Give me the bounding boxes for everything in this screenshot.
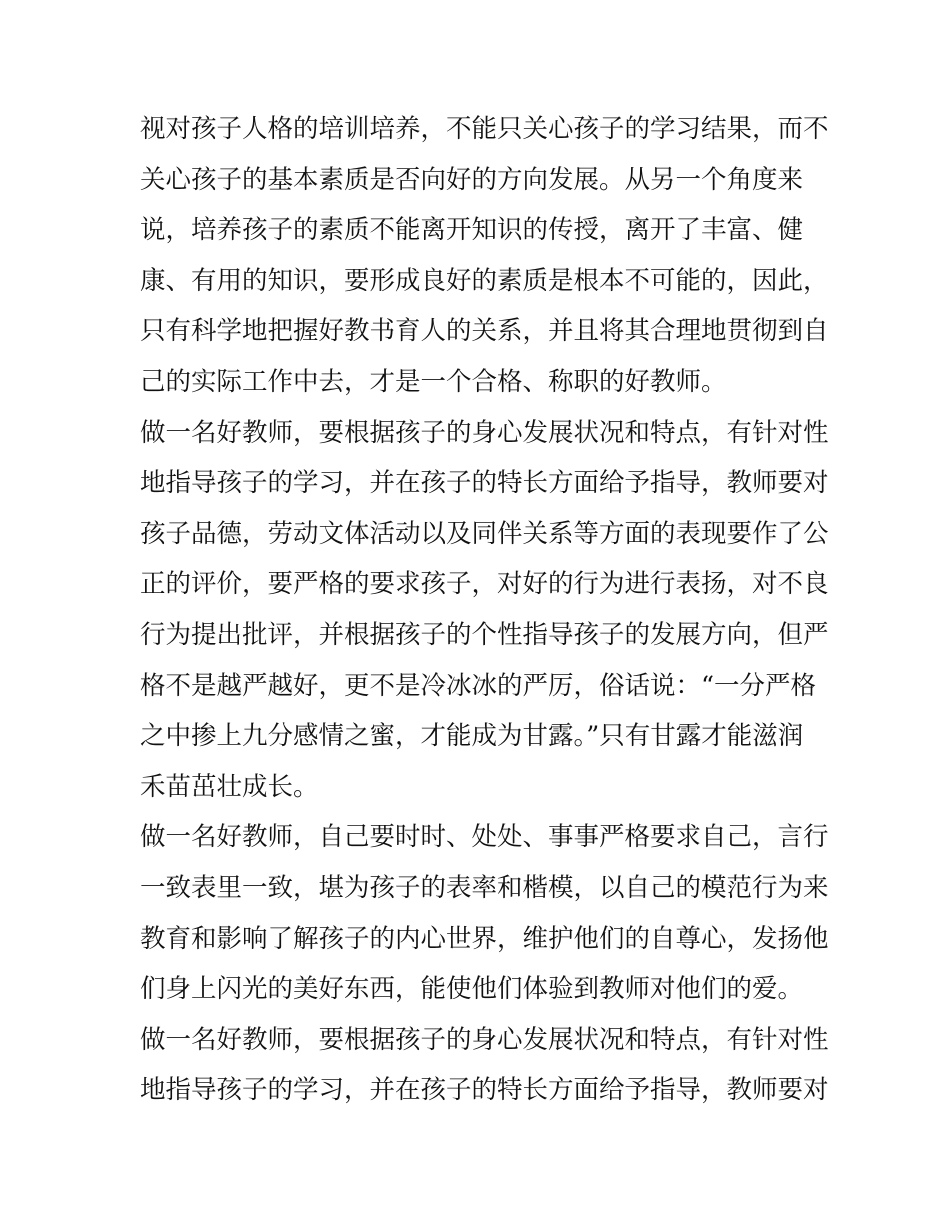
text-line: 说，培养孩子的素质不能离开知识的传授，离开了丰富、健 <box>140 215 804 246</box>
text-line: 禾苗茁壮成长。 <box>140 771 319 802</box>
text-line: 孩子品德，劳动文体活动以及同伴关系等方面的表现要作了公 <box>140 518 829 549</box>
body-text <box>140 104 829 1116</box>
text-line: 教育和影响了解孩子的内心世界，维护他们的自尊心，发扬他 <box>140 923 829 954</box>
text-line: 做一名好教师，自己要时时、处处、事事严格要求自己，言行 <box>140 822 829 853</box>
text-line: 康、有用的知识，要形成良好的素质是根本不可能的，因此， <box>140 265 829 296</box>
text-line: 视对孩子人格的培训培养，不能只关心孩子的学习结果，而不 <box>140 114 829 144</box>
text-line: 做一名好教师，要根据孩子的身心发展状况和特点，有针对性 <box>140 417 829 448</box>
text-line: 行为提出批评，并根据孩子的个性指导孩子的发展方向，但严 <box>140 619 829 650</box>
text-line: 地指导孩子的学习，并在孩子的特长方面给予指导，教师要对 <box>140 468 829 499</box>
text-line: 一致表里一致，堪为孩子的表率和楷模，以自己的模范行为来 <box>140 872 829 903</box>
text-line: 己的实际工作中去，才是一个合格、称职的好教师。 <box>140 366 727 397</box>
text-line: 之中掺上九分感情之蜜，才能成为甘露。”只有甘露才能滋润 <box>140 721 804 752</box>
text-line: 格不是越严越好，更不是冷冰冰的严厉，俗话说：“一分严格 <box>140 670 817 701</box>
text-line: 只有科学地把握好教书育人的关系，并且将其合理地贯彻到自 <box>140 316 829 347</box>
text-line: 关心孩子的基本素质是否向好的方向发展。从另一个角度来 <box>140 164 804 195</box>
text-line: 正的评价，要严格的要求孩子，对好的行为进行表扬，对不良 <box>140 569 829 600</box>
text-line: 们身上闪光的美好东西，能使他们体验到教师对他们的爱。 <box>140 974 804 1005</box>
text-line: 做一名好教师，要根据孩子的身心发展状况和特点，有针对性 <box>140 1024 829 1055</box>
text-line: 地指导孩子的学习，并在孩子的特长方面给予指导，教师要对 <box>140 1075 829 1106</box>
